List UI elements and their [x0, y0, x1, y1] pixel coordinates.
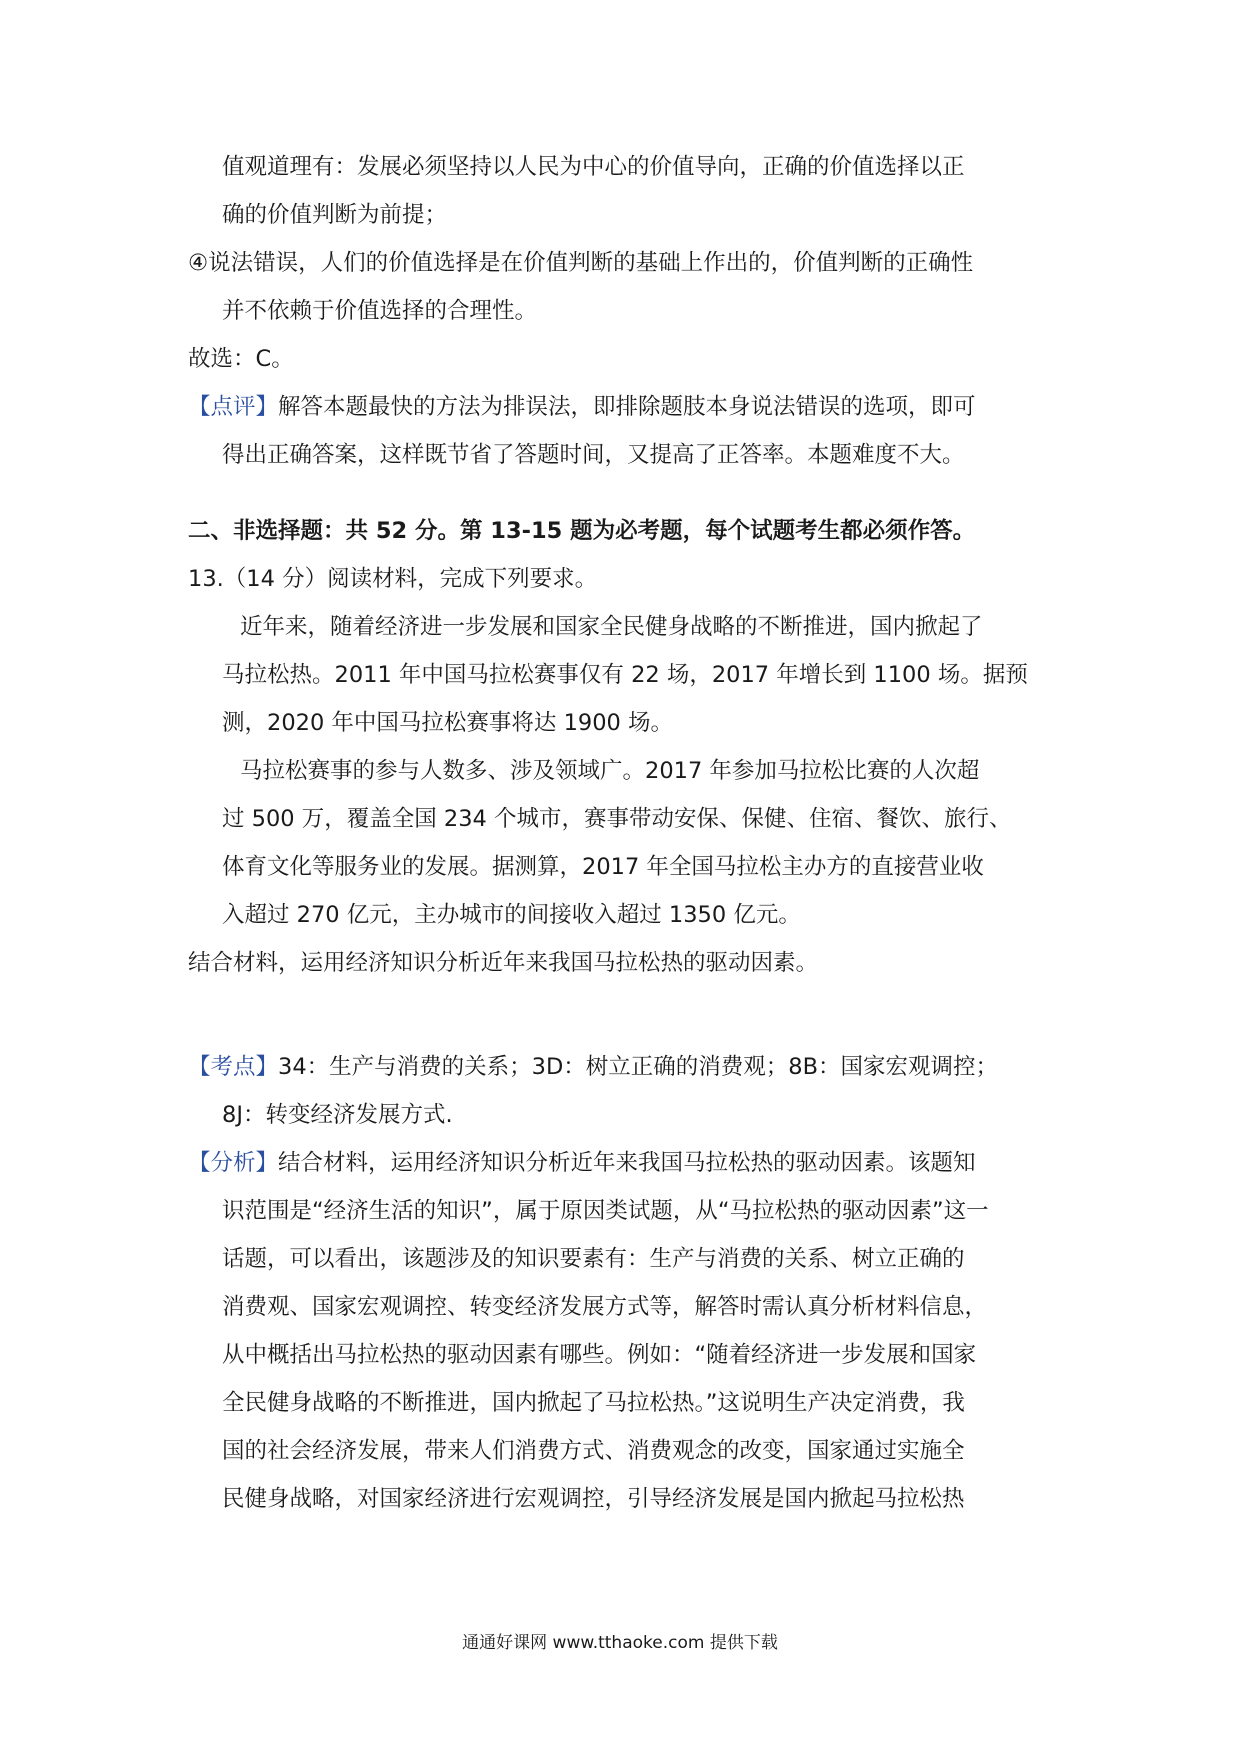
text-line: 国的社会经济发展，带来人们消费方式、消费观念的改变，国家通过实施全 — [222, 1438, 965, 1464]
spacer — [188, 996, 1058, 1024]
page-footer: 通通好课网 www.tthaoke.com 提供下载 — [462, 1633, 778, 1653]
analysis-tag: 【分析】 — [188, 1150, 279, 1176]
material-line: 过 500 万，覆盖全国 234 个城市，赛事带动安保、保健、住宿、餐饮、旅行、 — [222, 806, 1012, 832]
text-line: 从中概括出马拉松热的驱动因素有哪些。例如：“随着经济进一步发展和国家 — [222, 1342, 977, 1368]
answer-line: 故选：C。 — [188, 346, 294, 372]
text-line: 民健身战略，对国家经济进行宏观调控，引导经济发展是国内掀起马拉松热 — [222, 1486, 965, 1512]
text-line: 确的价值判断为前提； — [222, 202, 448, 228]
analysis-text: 结合材料，运用经济知识分析近年来我国马拉松热的驱动因素。该题知 — [278, 1150, 976, 1176]
comment-line — [188, 392, 1058, 440]
material-line: 近年来，随着经济进一步发展和国家全民健身战略的不断推进，国内掀起了 — [240, 614, 983, 640]
material-line: 马拉松热。2011 年中国马拉松赛事仅有 22 场，2017 年增长到 1100 场。据预 — [222, 662, 1028, 688]
comment-tag: 【点评】 — [188, 394, 279, 420]
document-body — [188, 152, 1058, 1532]
text-line: 值观道理有：发展必须坚持以人民为中心的价值导向，正确的价值选择以正 — [222, 154, 965, 180]
text-line: 并不依赖于价值选择的合理性。 — [222, 298, 538, 324]
knowledge-point-line — [188, 1052, 1058, 1100]
text-line: 全民健身战略的不断推进，国内掀起了马拉松热。”这说明生产决定消费，我 — [222, 1390, 965, 1416]
section-title: 二、非选择题：共 52 分。第 13-15 题为必考题，每个试题考生都必须作答。 — [188, 518, 976, 544]
material-line: 体育文化等服务业的发展。据测算，2017 年全国马拉松主办方的直接营业收 — [222, 854, 984, 880]
text-line: 8J：转变经济发展方式. — [222, 1102, 453, 1128]
point-text: 34：生产与消费的关系；3D：树立正确的消费观；8B：国家宏观调控； — [278, 1054, 999, 1080]
analysis-line — [188, 1148, 1058, 1196]
text-line: 话题，可以看出，该题涉及的知识要素有：生产与消费的关系、树立正确的 — [222, 1246, 965, 1272]
text-line: ④说法错误，人们的价值选择是在价值判断的基础上作出的，价值判断的正确性 — [188, 250, 974, 276]
spacer — [188, 1024, 1058, 1052]
question-title: 13.（14 分）阅读材料，完成下列要求。 — [188, 566, 598, 592]
text-line: 消费观、国家宏观调控、转变经济发展方式等，解答时需认真分析材料信息， — [222, 1294, 988, 1320]
comment-text: 解答本题最快的方法为排误法，即排除题肢本身说法错误的选项，即可 — [278, 394, 976, 420]
material-line: 测，2020 年中国马拉松赛事将达 1900 场。 — [222, 710, 673, 736]
point-tag: 【考点】 — [188, 1054, 279, 1080]
material-line: 马拉松赛事的参与人数多、涉及领域广。2017 年参加马拉松比赛的人次超 — [240, 758, 980, 784]
task-line: 结合材料，运用经济知识分析近年来我国马拉松热的驱动因素。 — [188, 950, 819, 976]
text-line: 得出正确答案，这样既节省了答题时间，又提高了正答率。本题难度不大。 — [222, 442, 965, 468]
spacer — [188, 488, 1058, 516]
material-line: 入超过 270 亿元，主办城市的间接收入超过 1350 亿元。 — [222, 902, 801, 928]
text-line: 识范围是“经济生活的知识”，属于原因类试题，从“马拉松热的驱动因素”这一 — [222, 1198, 989, 1224]
